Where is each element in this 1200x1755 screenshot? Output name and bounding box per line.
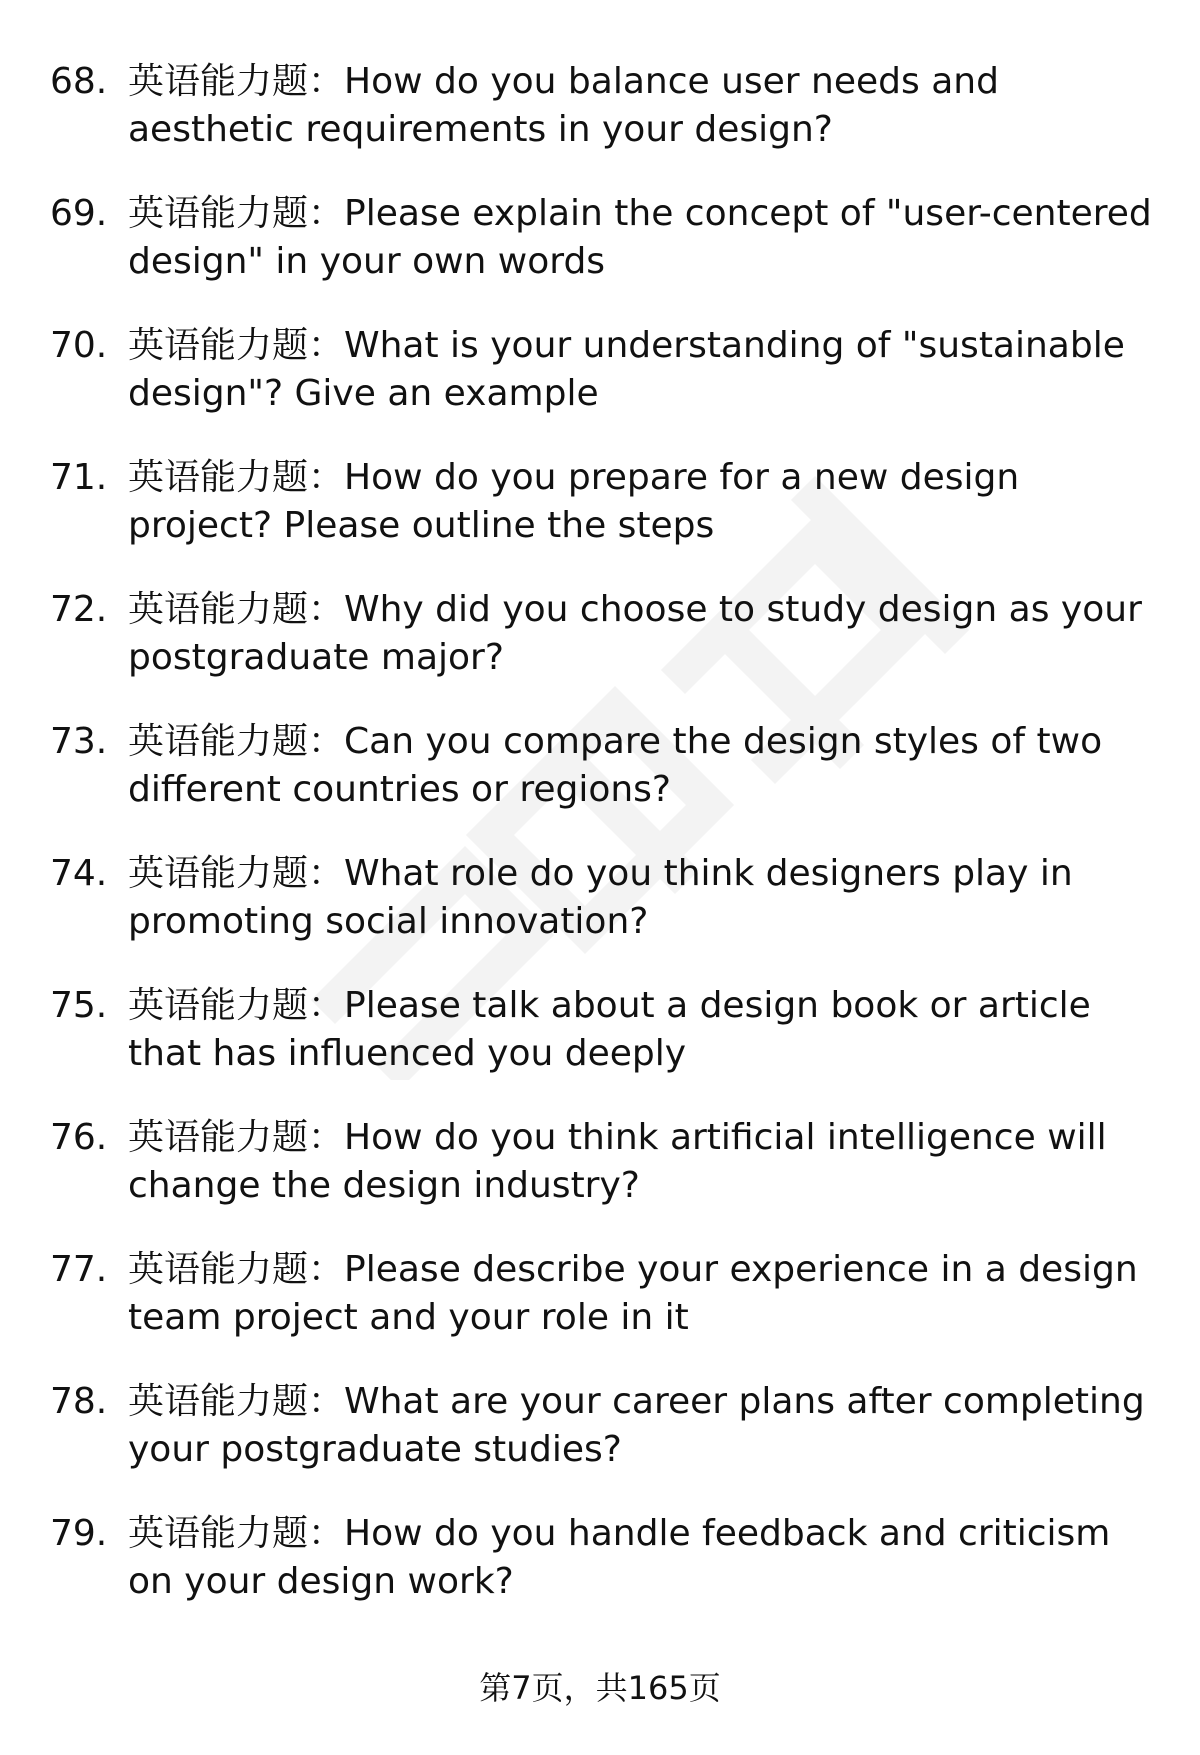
- question-number: 69.: [50, 193, 108, 234]
- question-body: [128, 58, 1160, 154]
- question-prefix: 英语能力题：: [128, 1249, 345, 1290]
- question-item: [50, 1510, 1160, 1642]
- question-body: [128, 190, 1160, 286]
- question-text: Please explain the concept of "user-centered design" in your own words: [128, 193, 1152, 282]
- question-body: [128, 1510, 1160, 1606]
- question-item: [50, 586, 1160, 718]
- page-footer: 第7页，共165页: [479, 1669, 721, 1707]
- question-body: [128, 718, 1160, 814]
- question-body: [128, 850, 1160, 946]
- question-number: 76.: [50, 1117, 108, 1158]
- question-prefix: 英语能力题：: [128, 61, 345, 102]
- question-number: 77.: [50, 1249, 108, 1290]
- question-item: [50, 1246, 1160, 1378]
- question-prefix: 英语能力题：: [128, 589, 345, 630]
- question-number: 78.: [50, 1381, 108, 1422]
- question-number: 73.: [50, 721, 108, 762]
- question-item: [50, 718, 1160, 850]
- question-text: How do you prepare for a new design project? Please outline the steps: [128, 457, 1020, 546]
- question-text: How do you think artificial intelligence will change the design industry?: [128, 1117, 1107, 1206]
- question-item: [50, 58, 1160, 190]
- question-text: Can you compare the design styles of two different countries or regions?: [128, 721, 1103, 810]
- question-prefix: 英语能力题：: [128, 1381, 345, 1422]
- question-body: [128, 322, 1160, 418]
- question-item: [50, 1378, 1160, 1510]
- question-body: [128, 1378, 1160, 1474]
- question-number: 74.: [50, 853, 108, 894]
- question-number: 68.: [50, 61, 108, 102]
- question-prefix: 英语能力题：: [128, 457, 345, 498]
- question-item: [50, 190, 1160, 322]
- question-text: What is your understanding of "sustainable design"? Give an example: [128, 325, 1125, 414]
- question-item: [50, 322, 1160, 454]
- question-prefix: 英语能力题：: [128, 721, 345, 762]
- question-text: Why did you choose to study design as your postgraduate major?: [128, 589, 1142, 678]
- question-body: [128, 982, 1160, 1078]
- question-prefix: 英语能力题：: [128, 193, 345, 234]
- question-body: [128, 1114, 1160, 1210]
- question-number: 79.: [50, 1513, 108, 1554]
- question-text: Please talk about a design book or article that has influenced you deeply: [128, 985, 1091, 1074]
- question-body: [128, 454, 1160, 550]
- question-number: 71.: [50, 457, 108, 498]
- question-list: [50, 58, 1160, 1642]
- question-item: [50, 1114, 1160, 1246]
- question-item: [50, 850, 1160, 982]
- question-item: [50, 982, 1160, 1114]
- question-text: What role do you think designers play in promoting social innovation?: [128, 853, 1073, 942]
- question-number: 72.: [50, 589, 108, 630]
- question-text: What are your career plans after completing your postgraduate studies?: [128, 1381, 1145, 1470]
- question-item: [50, 454, 1160, 586]
- question-prefix: 英语能力题：: [128, 985, 345, 1026]
- question-prefix: 英语能力题：: [128, 853, 345, 894]
- question-prefix: 英语能力题：: [128, 1513, 345, 1554]
- question-body: [128, 1246, 1160, 1342]
- question-body: [128, 586, 1160, 682]
- question-prefix: 英语能力题：: [128, 325, 345, 366]
- question-text: How do you handle feedback and criticism on your design work?: [128, 1513, 1111, 1602]
- question-number: 70.: [50, 325, 108, 366]
- question-text: Please describe your experience in a design team project and your role in it: [128, 1249, 1138, 1338]
- question-prefix: 英语能力题：: [128, 1117, 345, 1158]
- question-text: How do you balance user needs and aesthetic requirements in your design?: [128, 61, 999, 150]
- question-number: 75.: [50, 985, 108, 1026]
